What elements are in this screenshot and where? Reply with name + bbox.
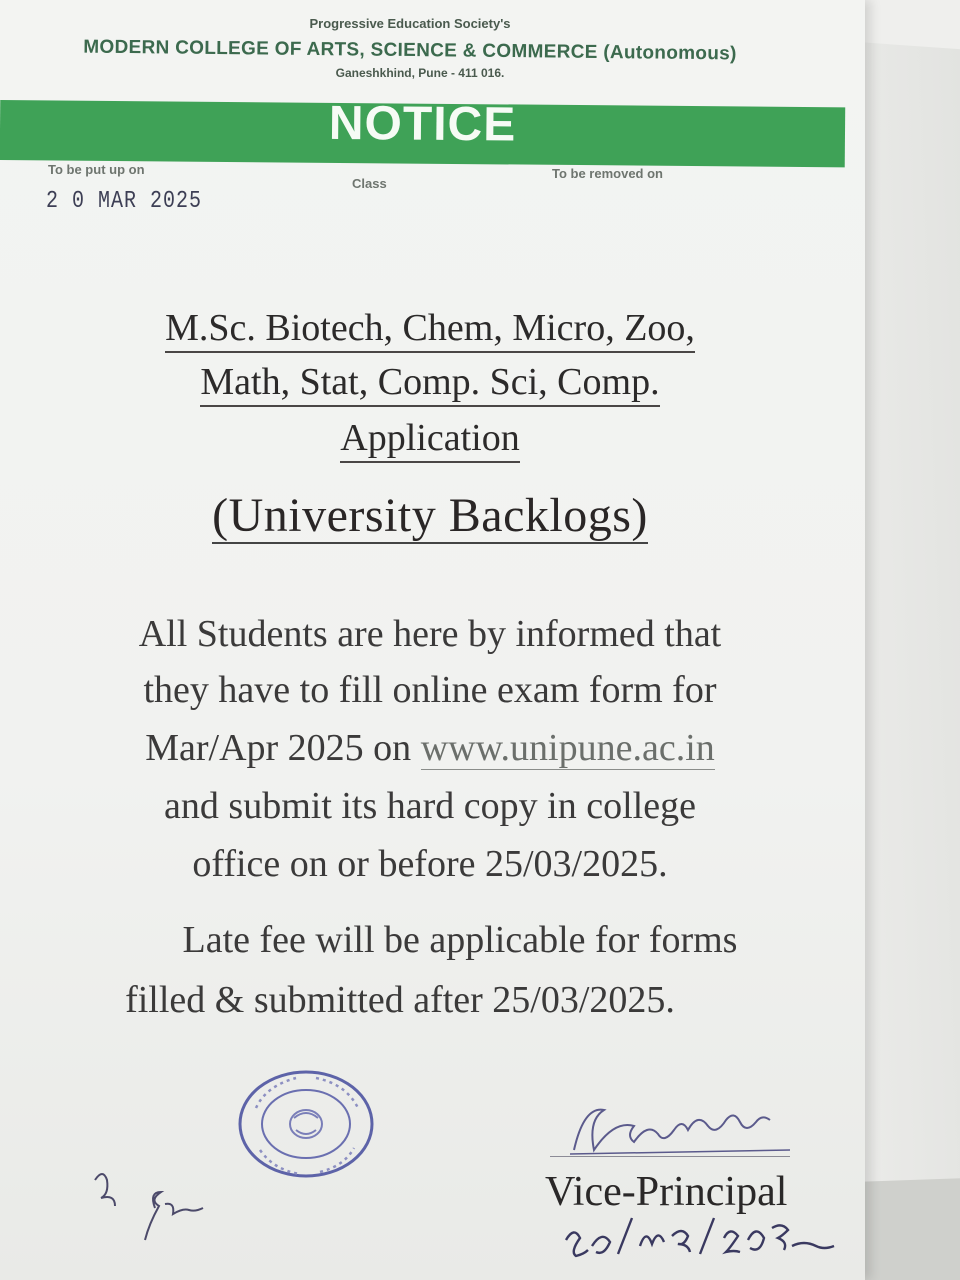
subject-line-1: M.Sc. Biotech, Chem, Micro, Zoo,	[80, 306, 780, 350]
removed-label: To be removed on	[552, 166, 663, 181]
notice-banner	[0, 96, 845, 167]
notice-title: NOTICE	[328, 96, 517, 152]
college-seal	[236, 1068, 376, 1180]
vice-principal-signature	[566, 1098, 796, 1160]
handwritten-date	[560, 1206, 850, 1266]
college-address: Ganeshkhind, Pune - 411 016.	[335, 66, 505, 80]
body-line-3: Mar/Apr 2025 on www.unipune.ac.in	[145, 727, 715, 769]
body-line-5: office on or before 25/03/2025.	[192, 843, 668, 885]
subject-line-2: Math, Stat, Comp. Sci, Comp.	[80, 360, 780, 404]
signatory-role: Vice-Principal	[545, 1169, 788, 1215]
class-label: Class	[352, 176, 387, 191]
body-line-1: All Students are here by informed that	[138, 613, 722, 655]
website-link[interactable]: www.unipune.ac.in	[420, 727, 715, 769]
put-up-label: To be put up on	[48, 162, 145, 177]
body-line-7: filled & submitted after 25/03/2025.	[125, 979, 675, 1021]
backlog-heading: (University Backlogs)	[212, 489, 648, 542]
signature-rule	[550, 1156, 790, 1157]
college-name: MODERN COLLEGE OF ARTS, SCIENCE & COMMERCE (Autonomous)	[83, 36, 737, 65]
body-line-2: they have to fill online exam form for	[143, 669, 717, 711]
subject-line-3: Application	[80, 416, 780, 460]
society-name: Progressive Education Society's	[309, 16, 511, 31]
body-line-4: and submit its hard copy in college	[164, 785, 696, 827]
initials-signature	[85, 1160, 225, 1256]
body-line-6: Late fee will be applicable for forms	[182, 919, 738, 961]
date-stamp: 2 0 MAR 2025	[46, 187, 203, 216]
